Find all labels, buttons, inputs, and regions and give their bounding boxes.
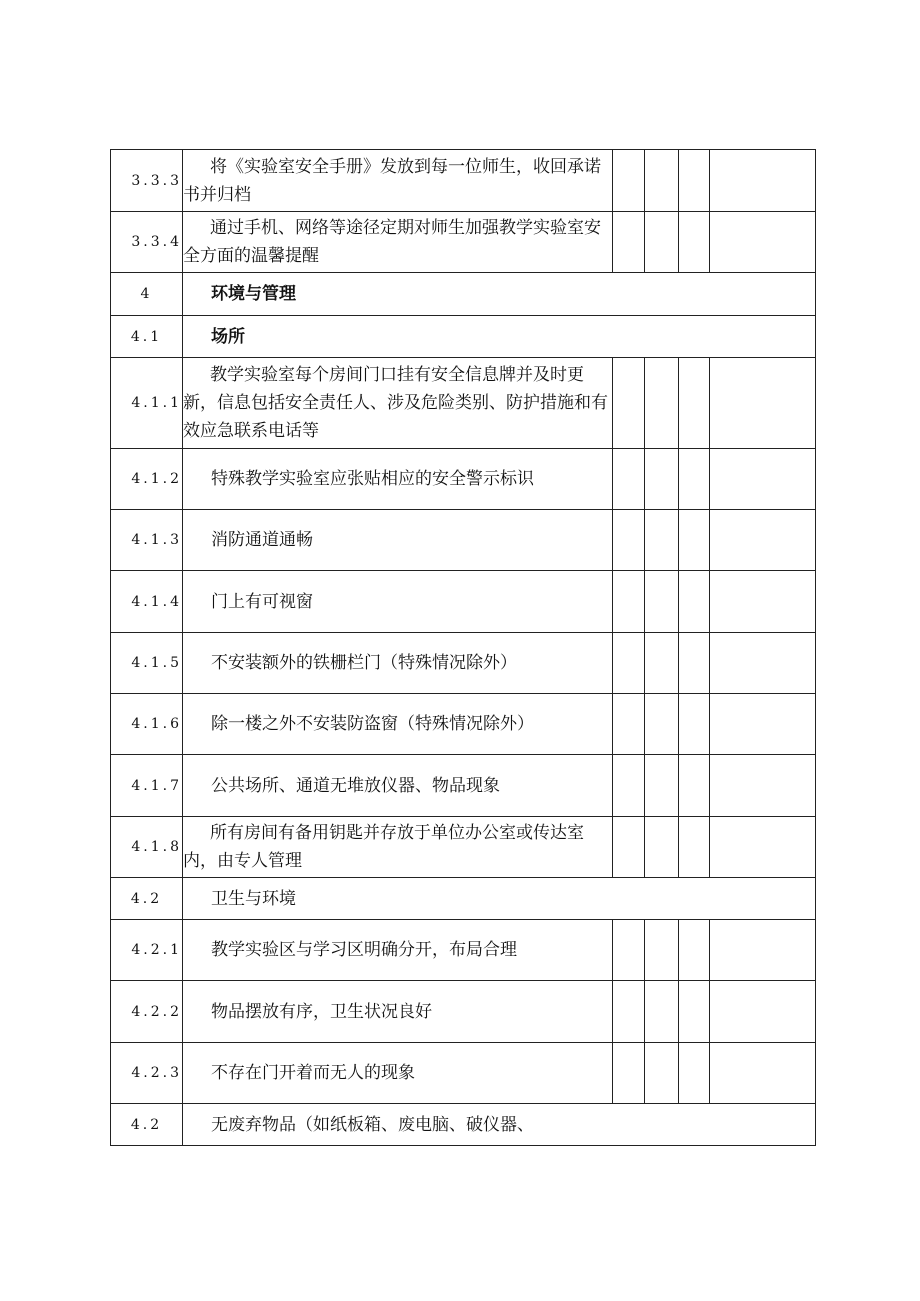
item-number: 4.2.2 (111, 981, 183, 1043)
remark-cell[interactable] (710, 358, 816, 449)
check-cell[interactable] (679, 981, 710, 1043)
remark-cell[interactable] (710, 920, 816, 981)
check-cell[interactable] (645, 981, 679, 1043)
remark-cell[interactable] (710, 1043, 816, 1104)
item-text: 教学实验区与学习区明确分开，布局合理 (183, 920, 613, 981)
table-row (111, 571, 816, 633)
remark-cell[interactable] (710, 817, 816, 878)
subsection-title: 场所 (183, 316, 816, 358)
check-cell[interactable] (679, 150, 710, 212)
table-row (111, 1104, 816, 1146)
item-number: 4.2.1 (111, 920, 183, 981)
check-cell[interactable] (679, 212, 710, 273)
remark-cell[interactable] (710, 755, 816, 817)
item-text: 公共场所、通道无堆放仪器、物品现象 (183, 755, 613, 817)
subsection-row (111, 316, 816, 358)
check-cell[interactable] (645, 1043, 679, 1104)
table-row (111, 920, 816, 981)
check-cell[interactable] (645, 150, 679, 212)
check-cell[interactable] (645, 358, 679, 449)
remark-cell[interactable] (710, 633, 816, 694)
subsection-number: 4.2 (111, 878, 183, 920)
check-cell[interactable] (613, 449, 645, 510)
subsection-title: 卫生与环境 (183, 878, 816, 920)
check-cell[interactable] (645, 212, 679, 273)
remark-cell[interactable] (710, 510, 816, 571)
check-cell[interactable] (679, 633, 710, 694)
item-number: 4.1.2 (111, 449, 183, 510)
item-text: 特殊教学实验室应张贴相应的安全警示标识 (183, 449, 613, 510)
check-cell[interactable] (645, 694, 679, 755)
check-cell[interactable] (613, 510, 645, 571)
table-row (111, 358, 816, 449)
item-number: 4.1.1 (111, 358, 183, 449)
item-text: 将《实验室安全手册》发放到每一位师生，收回承诺书并归档 (183, 150, 613, 212)
check-cell[interactable] (645, 755, 679, 817)
check-cell[interactable] (613, 212, 645, 273)
check-cell[interactable] (613, 1043, 645, 1104)
table-row (111, 150, 816, 212)
check-cell[interactable] (679, 510, 710, 571)
remark-cell[interactable] (710, 981, 816, 1043)
item-number: 4.1.8 (111, 817, 183, 878)
item-number: 3.3.3 (111, 150, 183, 212)
check-cell[interactable] (679, 571, 710, 633)
check-cell[interactable] (613, 694, 645, 755)
table-row (111, 981, 816, 1043)
item-number: 4.2.3 (111, 1043, 183, 1104)
item-text: 除一楼之外不安装防盗窗（特殊情况除外） (183, 694, 613, 755)
check-cell[interactable] (645, 817, 679, 878)
check-cell[interactable] (679, 920, 710, 981)
item-number: 4.1.3 (111, 510, 183, 571)
subsection-row (111, 878, 816, 920)
section-title: 环境与管理 (183, 273, 816, 316)
table-row (111, 1043, 816, 1104)
check-cell[interactable] (613, 633, 645, 694)
table-row (111, 694, 816, 755)
item-number: 4.1.7 (111, 755, 183, 817)
check-cell[interactable] (645, 510, 679, 571)
table-row (111, 449, 816, 510)
table-row (111, 633, 816, 694)
item-number: 4.1.4 (111, 571, 183, 633)
table-row (111, 817, 816, 878)
item-text: 不存在门开着而无人的现象 (183, 1043, 613, 1104)
item-text: 无废弃物品（如纸板箱、废电脑、破仪器、 (183, 1104, 816, 1146)
item-number: 4.1.5 (111, 633, 183, 694)
check-cell[interactable] (679, 755, 710, 817)
item-text: 门上有可视窗 (183, 571, 613, 633)
item-text: 消防通道通畅 (183, 510, 613, 571)
remark-cell[interactable] (710, 571, 816, 633)
section-row (111, 273, 816, 316)
item-number: 4.2 (111, 1104, 183, 1146)
check-cell[interactable] (645, 920, 679, 981)
item-number: 3.3.4 (111, 212, 183, 273)
check-cell[interactable] (645, 571, 679, 633)
check-cell[interactable] (679, 1043, 710, 1104)
item-text: 所有房间有备用钥匙并存放于单位办公室或传达室内，由专人管理 (183, 817, 613, 878)
check-cell[interactable] (613, 358, 645, 449)
item-text: 不安装额外的铁栅栏门（特殊情况除外） (183, 633, 613, 694)
check-cell[interactable] (679, 817, 710, 878)
check-cell[interactable] (645, 449, 679, 510)
checklist-table (110, 149, 816, 1146)
table-row (111, 212, 816, 273)
check-cell[interactable] (613, 920, 645, 981)
remark-cell[interactable] (710, 694, 816, 755)
section-number: 4 (111, 273, 183, 316)
item-text: 物品摆放有序，卫生状况良好 (183, 981, 613, 1043)
check-cell[interactable] (613, 755, 645, 817)
item-text: 通过手机、网络等途径定期对师生加强教学实验室安全方面的温馨提醒 (183, 212, 613, 273)
remark-cell[interactable] (710, 449, 816, 510)
check-cell[interactable] (613, 981, 645, 1043)
check-cell[interactable] (679, 449, 710, 510)
table-row (111, 510, 816, 571)
item-text: 教学实验室每个房间门口挂有安全信息牌并及时更新，信息包括安全责任人、涉及危险类别、防护措施和有效应急联系电话等 (183, 358, 613, 449)
item-number: 4.1.6 (111, 694, 183, 755)
check-cell[interactable] (613, 571, 645, 633)
check-cell[interactable] (679, 694, 710, 755)
check-cell[interactable] (613, 817, 645, 878)
table-row (111, 755, 816, 817)
check-cell[interactable] (679, 358, 710, 449)
remark-cell[interactable] (710, 150, 816, 212)
check-cell[interactable] (613, 150, 645, 212)
subsection-number: 4.1 (111, 316, 183, 358)
check-cell[interactable] (645, 633, 679, 694)
remark-cell[interactable] (710, 212, 816, 273)
